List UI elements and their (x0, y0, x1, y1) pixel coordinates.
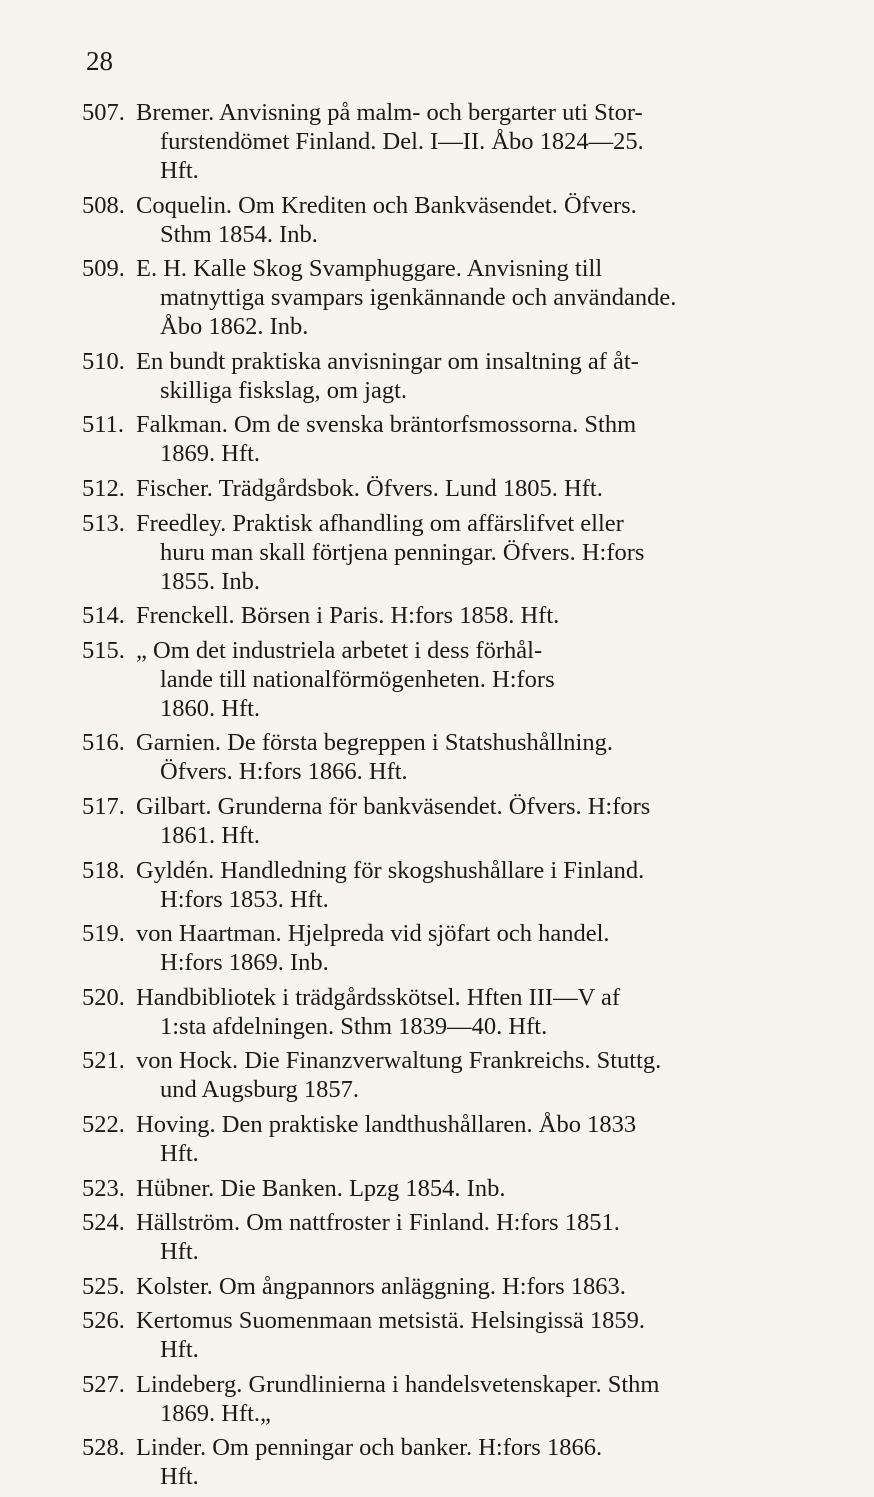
catalog-entry (82, 474, 802, 503)
entry-line: Öfvers. H:fors 1866. Hft. (160, 758, 408, 786)
entry-line: Hft. (160, 157, 199, 184)
entry-text (136, 1306, 802, 1364)
entry-text (136, 856, 802, 914)
entry-line: 1861. Hft. (160, 821, 261, 849)
entry-text (136, 1174, 802, 1203)
entry-number: 514. (82, 602, 125, 630)
entry-line: 1:sta afdelningen. Sthm 1839—40. Hft. (160, 1012, 548, 1040)
entry-line: 1855. Inb. (160, 567, 261, 595)
entry-text (136, 1110, 802, 1168)
entry-text (136, 919, 802, 977)
entry-number: 528. (82, 1434, 125, 1462)
entry-text (136, 601, 802, 630)
catalog-entry (82, 792, 802, 850)
entry-line: Linder. Om penningar och banker. H:fors 1866. (136, 1434, 603, 1462)
catalog-entry (82, 1306, 802, 1364)
entry-text (136, 1046, 802, 1104)
catalog-entry (82, 728, 802, 786)
catalog-entry (82, 1046, 802, 1104)
entry-text (136, 728, 802, 786)
entry-text (136, 410, 802, 468)
catalog-entry (82, 636, 802, 723)
entry-line: Hft. (160, 1336, 199, 1364)
entry-line: 1869. Hft.„ (160, 1399, 271, 1427)
entry-text (136, 98, 802, 185)
catalog-entry (82, 254, 802, 341)
catalog-entry (82, 191, 802, 249)
entry-text (136, 347, 802, 405)
catalog-entry (82, 919, 802, 977)
entry-line: Gilbart. Grunderna för bankväsendet. Öfvers. H:fors (136, 792, 651, 820)
entry-number: 515. (82, 636, 125, 664)
entry-text (136, 1370, 802, 1428)
entry-line: H:fors 1869. Inb. (160, 949, 329, 977)
entry-number: 524. (82, 1209, 125, 1237)
entry-line: E. H. Kalle Skog Svamphuggare. Anvisning till (136, 255, 603, 283)
catalog-entry (82, 1110, 802, 1168)
entry-line: En bundt praktiska anvisningar om insaltning af åt- (136, 347, 639, 375)
entry-line: Hft. (160, 1139, 199, 1167)
entry-line: und Augsburg 1857. (160, 1076, 359, 1104)
entry-text (136, 509, 802, 596)
entry-text (136, 254, 802, 341)
entry-line: Freedley. Praktisk afhandling om affärslifvet eller (136, 509, 624, 537)
entry-line: Handbibliotek i trädgårdsskötsel. Hften III—V af (136, 983, 620, 1011)
catalog-entry (82, 1370, 802, 1428)
entry-text (136, 1208, 802, 1266)
catalog-entry-list (82, 98, 802, 1497)
catalog-entry (82, 509, 802, 596)
entry-line: Gyldén. Handledning för skogshushållare i Finland. (136, 856, 645, 884)
page-number: 28 (86, 46, 113, 76)
entry-line: Hft. (160, 1463, 199, 1491)
entry-number: 523. (82, 1174, 125, 1202)
catalog-entry (82, 1433, 802, 1491)
entry-line: von Haartman. Hjelpreda vid sjöfart och handel. (136, 920, 610, 948)
entry-text (136, 792, 802, 850)
entry-number: 527. (82, 1370, 125, 1398)
entry-line: Falkman. Om de svenska bräntorfsmossorna. Sthm (136, 411, 637, 439)
entry-text (136, 636, 802, 723)
entry-number: 519. (82, 920, 125, 948)
entry-number: 518. (82, 856, 125, 884)
entry-line: Lindeberg. Grundlinierna i handelsvetenskaper. Sthm (136, 1370, 660, 1398)
entry-line: furstendömet Finland. Del. I—II. Åbo 1824—25. (160, 128, 644, 155)
entry-number: 522. (82, 1110, 125, 1138)
entry-text (136, 191, 802, 249)
entry-line: Sthm 1854. Inb. (160, 220, 318, 248)
entry-line: Åbo 1862. Inb. (160, 313, 309, 341)
entry-line: Coquelin. Om Krediten och Bankväsendet. Öfvers. (136, 191, 637, 219)
entry-number: 517. (82, 792, 125, 820)
entry-line: Hoving. Den praktiske landthushållaren. Åbo 1833 (136, 1110, 637, 1138)
entry-line: skilliga fiskslag, om jagt. (160, 376, 408, 404)
catalog-entry (82, 1272, 802, 1301)
entry-text (136, 983, 802, 1041)
entry-line: 1860. Hft. (160, 694, 261, 722)
entry-text (136, 474, 802, 503)
entry-number: 509. (82, 255, 125, 283)
catalog-entry (82, 410, 802, 468)
entry-line: „ Om det industriela arbetet i dess förhål- (136, 636, 543, 664)
entry-number: 513. (82, 509, 125, 537)
entry-line: huru man skall förtjena penningar. Öfvers. H:fors (160, 538, 645, 566)
catalog-entry (82, 98, 802, 185)
entry-number: 507. (82, 99, 125, 126)
entry-line: matnyttiga svampars igenkännande och användande. (160, 284, 677, 312)
entry-line: H:fors 1853. Hft. (160, 885, 329, 913)
entry-line: Kertomus Suomenmaan metsistä. Helsingissä 1859. (136, 1307, 645, 1335)
catalog-entry (82, 1208, 802, 1266)
entry-line: Hübner. Die Banken. Lpzg 1854. Inb. (136, 1174, 506, 1202)
catalog-entry (82, 983, 802, 1041)
entry-line: Hällström. Om nattfroster i Finland. H:fors 1851. (136, 1209, 620, 1237)
entry-line: Hft. (160, 1238, 199, 1266)
catalog-entry (82, 347, 802, 405)
entry-line: Kolster. Om ångpannors anläggning. H:fors 1863. (136, 1272, 626, 1300)
entry-number: 510. (82, 347, 125, 375)
entry-number: 516. (82, 729, 125, 757)
entry-line: Frenckell. Börsen i Paris. H:fors 1858. Hft. (136, 602, 560, 630)
entry-line: lande till nationalförmögenheten. H:fors (160, 665, 555, 693)
entry-text (136, 1433, 802, 1491)
entry-number: 511. (82, 411, 124, 439)
entry-number: 526. (82, 1307, 125, 1335)
entry-number: 520. (82, 983, 125, 1011)
entry-number: 525. (82, 1272, 125, 1300)
catalog-entry (82, 601, 802, 630)
entry-line: Bremer. Anvisning på malm- och bergarter uti Stor- (136, 99, 643, 126)
catalog-entry (82, 1174, 802, 1203)
catalog-entry (82, 856, 802, 914)
entry-number: 512. (82, 474, 125, 502)
entry-number: 508. (82, 191, 125, 219)
entry-line: von Hock. Die Finanzverwaltung Frankreichs. Stuttg. (136, 1047, 662, 1075)
entry-line: Fischer. Trädgårdsbok. Öfvers. Lund 1805. Hft. (136, 474, 603, 502)
entry-text (136, 1272, 802, 1301)
entry-line: Garnien. De första begreppen i Statshushållning. (136, 729, 613, 757)
entry-line: 1869. Hft. (160, 440, 261, 468)
entry-number: 521. (82, 1047, 125, 1075)
